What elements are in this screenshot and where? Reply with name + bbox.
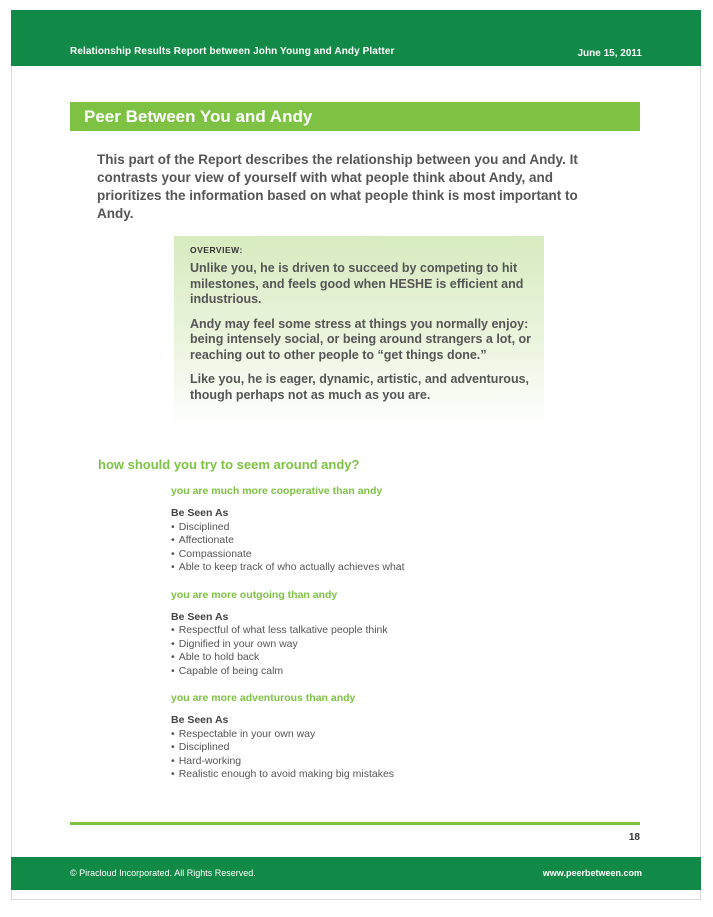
list-item-text: Dignified in your own way [178, 637, 298, 650]
bullet: • [171, 547, 175, 560]
bullet-list [171, 521, 621, 575]
list-item [171, 665, 621, 679]
list-item [171, 638, 621, 652]
bullet: • [171, 651, 175, 663]
bullet: • [171, 561, 175, 573]
be-seen-as-label: Be Seen As [171, 714, 229, 726]
overview-box [174, 236, 544, 426]
advice-groups [171, 485, 621, 796]
list-item [171, 548, 621, 562]
list-item [171, 534, 621, 548]
list-item-text: Respectful of what less talkative people think [178, 624, 388, 636]
list-item-text: Affectionate [178, 534, 234, 546]
intro-paragraph: This part of the Report describes the relationship between you and Andy. It contrasts your view of yourself with what people think about Andy, and prioritizes the information based on what people think is most important to Andy. [97, 152, 578, 221]
report-footer [11, 857, 701, 890]
website-link[interactable]: www.peerbetween.com [542, 868, 642, 878]
list-item [171, 768, 621, 782]
list-item [171, 521, 621, 535]
bullet: • [171, 534, 175, 546]
list-item [171, 755, 621, 769]
footer-divider [70, 822, 640, 825]
bullet: • [171, 664, 175, 677]
report-date: June 15, 2011 [577, 48, 642, 59]
list-item-text: Capable of being calm [178, 664, 284, 677]
list-item [171, 651, 621, 665]
advice-group [171, 692, 621, 782]
list-item [171, 741, 621, 755]
overview-body [190, 261, 540, 412]
list-item-text: Disciplined [178, 520, 230, 533]
section-title: Peer Between You and Andy [84, 107, 313, 126]
list-item-text: Realistic enough to avoid making big mistakes [178, 768, 395, 780]
section-title-bar [70, 102, 640, 131]
bullet-list [171, 624, 621, 678]
overview-paragraph: Like you, he is eager, dynamic, artistic, and adventurous, though perhaps not as much as you are. [190, 372, 530, 402]
bullet: • [171, 727, 175, 740]
bullet: • [171, 520, 175, 533]
bullet: • [171, 637, 175, 650]
group-heading: you are more outgoing than andy [171, 588, 338, 601]
report-header [11, 10, 701, 66]
list-item-text: Compassionate [178, 547, 252, 560]
group-heading: you are much more cooperative than andy [171, 485, 383, 497]
list-item-text: Hard-working [178, 754, 242, 767]
copyright-notice: © Piracloud Incorporated. All Rights Reserved. [70, 868, 256, 878]
list-item-text: Able to keep track of who actually achieves what [178, 561, 405, 573]
group-heading: you are more adventurous than andy [171, 692, 356, 704]
list-item [171, 728, 621, 742]
list-item [171, 624, 621, 638]
overview-paragraph: Andy may feel some stress at things you normally enjoy: being intensely social, or being around strangers a lot, or reaching out to other people to “get things done.” [190, 316, 532, 362]
bullet: • [171, 741, 175, 753]
be-seen-as-label: Be Seen As [171, 507, 229, 519]
advice-group [171, 589, 621, 679]
question-heading: how should you try to seem around andy? [98, 457, 360, 472]
bullet: • [171, 768, 175, 780]
page-number: 18 [628, 832, 640, 843]
be-seen-as-label: Be Seen As [171, 610, 229, 623]
report-title: Relationship Results Report between John Young and Andy Platter [70, 46, 395, 57]
overview-label: OVERVIEW: [190, 245, 243, 255]
bullet-list [171, 728, 621, 782]
list-item [171, 561, 621, 575]
advice-group [171, 485, 621, 575]
overview-paragraph: Unlike you, he is driven to succeed by competing to hit milestones, and feels good when HESHE is efficient and industrious. [190, 261, 524, 306]
list-item-text: Respectable in your own way [178, 727, 316, 740]
bullet: • [171, 754, 175, 767]
list-item-text: Disciplined [178, 741, 230, 753]
bullet: • [171, 624, 175, 636]
list-item-text: Able to hold back [178, 651, 260, 663]
